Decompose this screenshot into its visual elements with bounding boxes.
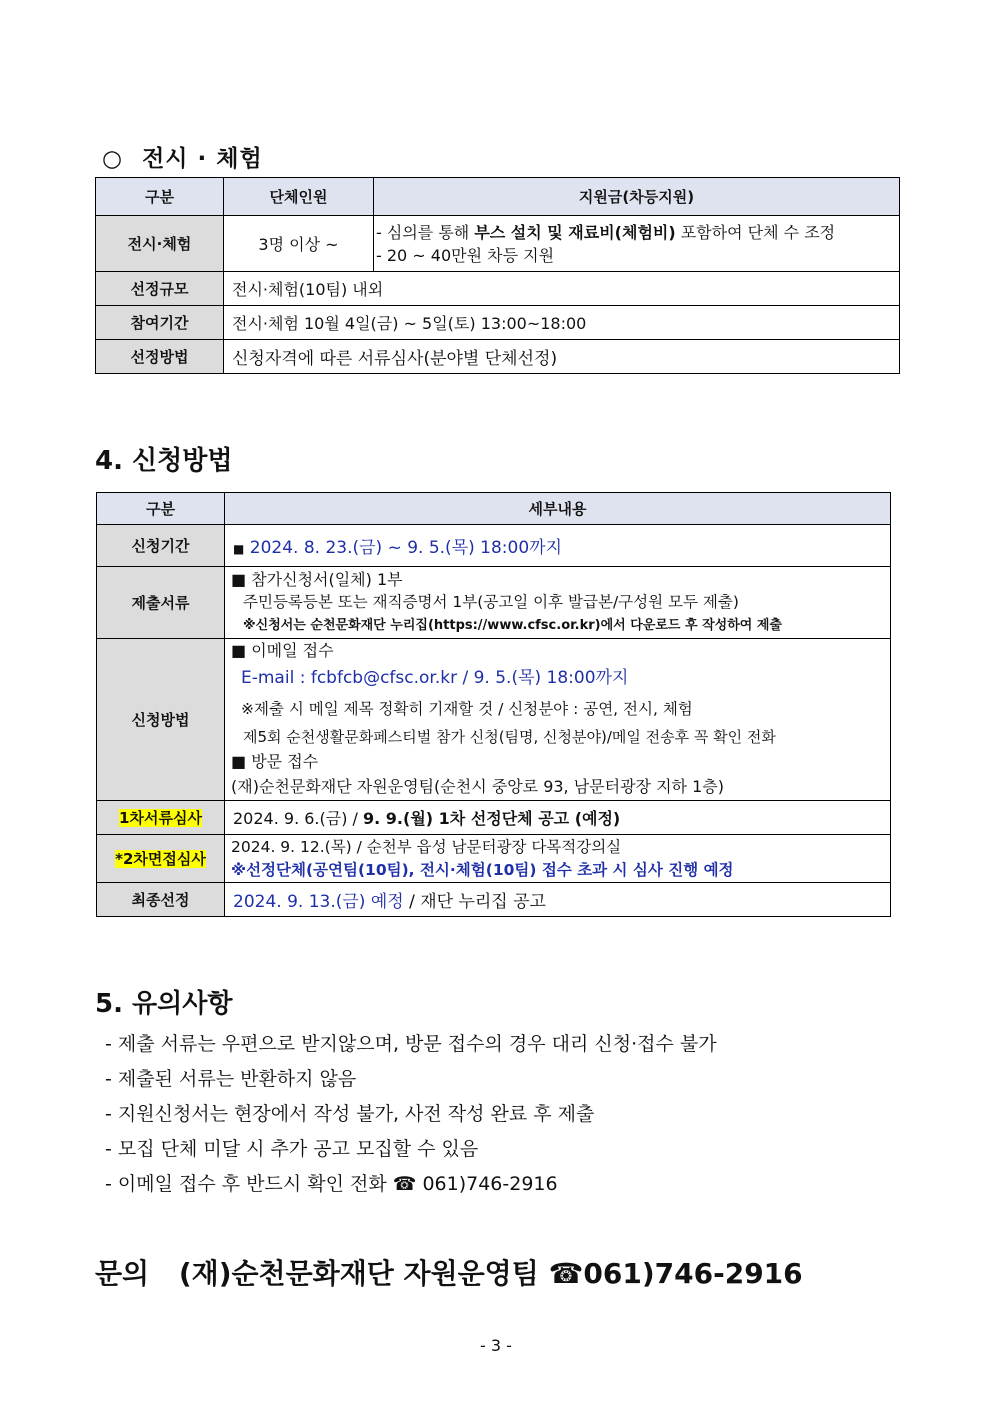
table-row xyxy=(96,178,900,216)
row-label-apply-method: 신청방법 xyxy=(97,639,225,801)
period-value: 전시·체험 10월 4일(금) ~ 5일(토) 13:00~18:00 xyxy=(224,306,900,340)
table-row xyxy=(97,639,891,801)
support-text-rest: 포함하여 단체 수 조정 xyxy=(675,222,836,242)
support-cell xyxy=(374,216,900,272)
support-bold-text: 부스 설치 및 재료비(체험비) xyxy=(474,222,676,242)
contact-line xyxy=(95,1252,803,1292)
method-line-4: 제5회 순천생활문화페스티벌 참가 신청(팀명, 신청분야)/메일 전송후 꼭 확인 전화 xyxy=(243,728,776,746)
final-announce: / 재단 누리집 공고 xyxy=(403,892,546,912)
list-item: - 제출된 서류는 반환하지 않음 xyxy=(105,1068,357,1090)
table-row xyxy=(97,801,891,835)
page-number: - 3 - xyxy=(480,1336,512,1355)
screen-1-cell xyxy=(225,801,891,835)
screen-2-label: *2차면접심사 xyxy=(115,850,206,868)
header-category: 구분 xyxy=(97,493,225,525)
method-line-1: ■ 이메일 접수 xyxy=(231,641,334,660)
scale-value: 전시·체험(10팀) 내외 xyxy=(224,272,900,306)
method-line-5: ■ 방문 접수 xyxy=(231,752,319,771)
notes-section-title: 5. 유의사항 xyxy=(95,989,233,1019)
method-line-6: (재)순천문화재단 자원운영팀(순천시 중앙로 93, 남문터광장 지하 1층) xyxy=(231,777,724,796)
row-label-documents: 제출서류 xyxy=(97,567,225,639)
list-item: - 이메일 접수 후 반드시 확인 전화 ☎ 061)746-2916 xyxy=(105,1173,558,1195)
email-address-line: E-mail : fcbfcb@cfsc.or.kr / 9. 5.(목) 18:00까지 xyxy=(241,668,629,688)
header-support: 지원금(차등지원) xyxy=(374,178,900,216)
screen-2-line-2: ※선정단체(공연팀(10팀), 전시·체험(10팀) 접수 초과 시 심사 진행 예정 xyxy=(231,860,734,879)
header-category: 구분 xyxy=(96,178,224,216)
table-row xyxy=(97,883,891,917)
list-item: - 제출 서류는 우편으로 받지않으며, 방문 접수의 경우 대리 신청·접수 불가 xyxy=(105,1033,717,1055)
row-label-final: 최종선정 xyxy=(97,883,225,917)
documents-cell xyxy=(225,567,891,639)
row-label-screen-2 xyxy=(97,835,225,883)
support-line-1 xyxy=(376,221,891,244)
screen-1-announce: 9. 9.(월) 1차 선정단체 공고 (예정) xyxy=(363,809,621,828)
exhibit-section-heading xyxy=(102,140,263,173)
contact-label: 문의 xyxy=(95,1257,150,1290)
apply-table xyxy=(96,492,891,917)
header-details: 세부내용 xyxy=(225,493,891,525)
table-row xyxy=(97,493,891,525)
screen-2-cell xyxy=(225,835,891,883)
final-cell xyxy=(225,883,891,917)
apply-period-value: 2024. 8. 23.(금) ~ 9. 5.(목) 18:00까지 xyxy=(249,538,562,558)
screen-1-date: 2024. 9. 6.(금) / xyxy=(233,809,364,828)
contact-value: (재)순천문화재단 자원운영팀 ☎061)746-2916 xyxy=(178,1257,803,1290)
square-bullet-icon: ■ xyxy=(233,542,245,556)
table-row xyxy=(96,272,900,306)
header-people: 단체인원 xyxy=(224,178,374,216)
list-item: - 모집 단체 미달 시 추가 공고 모집할 수 있음 xyxy=(105,1138,479,1160)
table-row xyxy=(97,835,891,883)
circle-bullet-icon: ○ xyxy=(102,146,124,172)
exhibit-table xyxy=(95,177,900,374)
apply-section-title: 4. 신청방법 xyxy=(95,446,233,476)
table-row xyxy=(97,525,891,567)
apply-method-cell xyxy=(225,639,891,801)
row-label-screen-1 xyxy=(97,801,225,835)
docs-line-3: ※신청서는 순천문화재단 누리집(https://www.cfsc.or.kr)에서 다운로드 후 작성하여 제출 xyxy=(243,618,782,633)
row-label-scale: 선정규모 xyxy=(96,272,224,306)
docs-line-1: ■ 참가신청서(일체) 1부 xyxy=(231,570,403,589)
people-value: 3명 이상 ~ xyxy=(224,216,374,272)
row-label-method: 선정방법 xyxy=(96,340,224,374)
screen-1-label: 1차서류심사 xyxy=(119,809,202,827)
exhibit-section-title: 전시 · 체험 xyxy=(142,146,263,172)
notes-list xyxy=(105,1027,717,1202)
table-row xyxy=(96,306,900,340)
final-date: 2024. 9. 13.(금) 예정 xyxy=(233,892,404,912)
screen-2-line-1: 2024. 9. 12.(목) / 순천부 읍성 남문터광장 다목적강의실 xyxy=(231,837,622,856)
support-line-2: - 20 ~ 40만원 차등 지원 xyxy=(376,245,555,265)
method-value: 신청자격에 따른 서류심사(분야별 단체선정) xyxy=(224,340,900,374)
row-label-exhibit: 전시·체험 xyxy=(96,216,224,272)
method-line-3: ※제출 시 메일 제목 정확히 기재할 것 / 신청분야 : 공연, 전시, 체험 xyxy=(241,700,693,718)
apply-period-cell xyxy=(225,525,891,567)
table-row xyxy=(97,567,891,639)
row-label-apply-period: 신청기간 xyxy=(97,525,225,567)
list-item: - 지원신청서는 현장에서 작성 불가, 사전 작성 완료 후 제출 xyxy=(105,1103,595,1125)
table-row xyxy=(96,340,900,374)
row-label-period: 참여기간 xyxy=(96,306,224,340)
table-row xyxy=(96,216,900,272)
support-text: - 심의를 통해 xyxy=(376,222,475,242)
docs-line-2: 주민등록등본 또는 재직증명서 1부(공고일 이후 발급본/구성원 모두 제출) xyxy=(243,593,739,611)
